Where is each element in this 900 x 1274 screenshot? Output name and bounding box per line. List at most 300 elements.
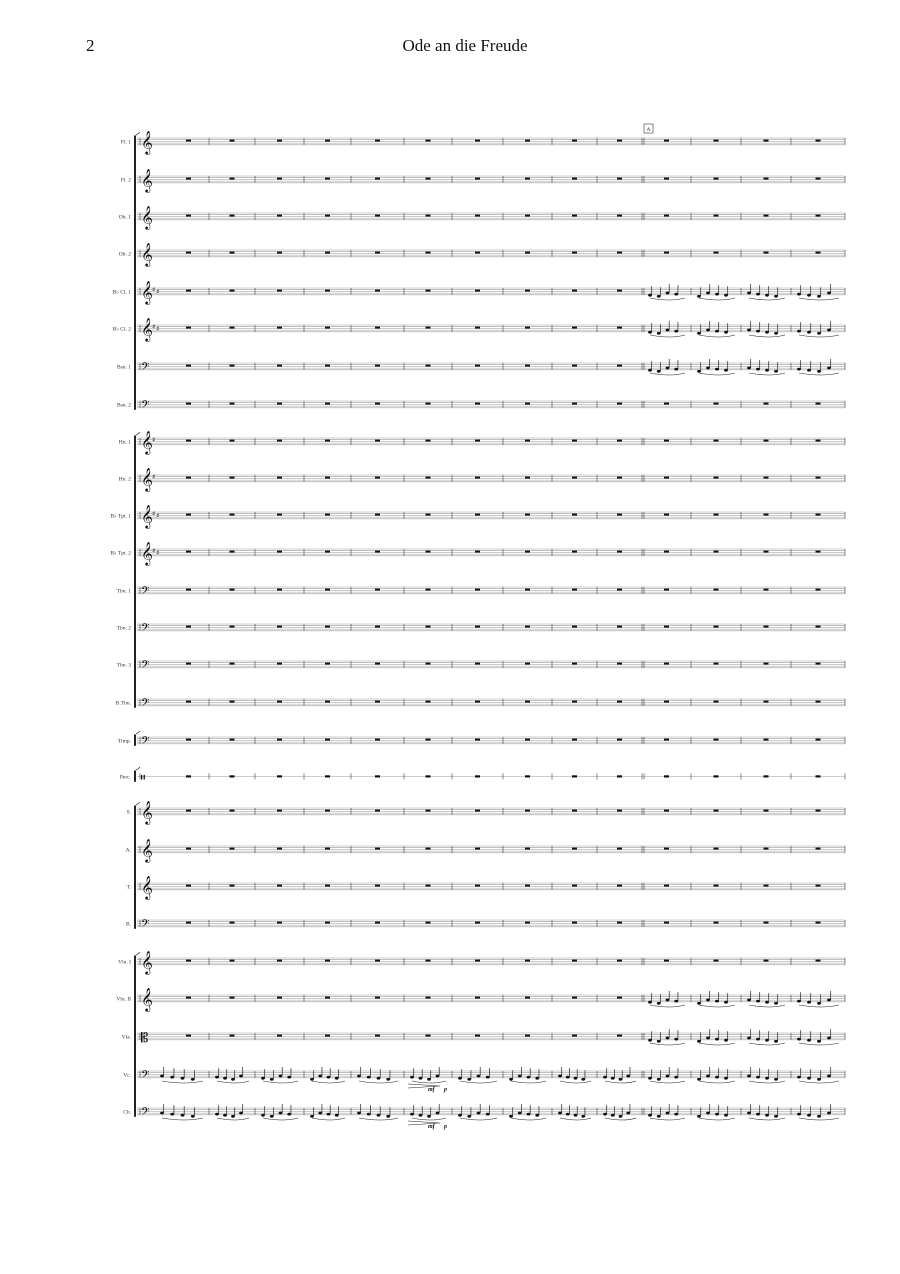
slur (650, 1005, 685, 1007)
slur (699, 298, 735, 300)
slur (650, 1043, 685, 1045)
note-head (377, 1077, 381, 1080)
page-number: 2 (86, 36, 95, 55)
slur (359, 1118, 398, 1120)
dynamic-mf: mf (428, 1087, 435, 1093)
dynamic-mf: mf (428, 1124, 435, 1130)
note-head (509, 1115, 513, 1118)
instrument-label: Timp. (117, 738, 131, 745)
staff (119, 242, 845, 267)
instrument-label: B.Tbn. (115, 700, 131, 707)
note-head (261, 1077, 265, 1080)
note-head (724, 1114, 728, 1117)
note-head (386, 1078, 390, 1081)
instrument-label: T. (126, 884, 131, 891)
note-head (279, 1112, 283, 1115)
bracket-hook (134, 952, 140, 956)
instrument-label: Tbn. 2 (116, 625, 131, 632)
note-head (657, 1078, 661, 1081)
bass-clef-icon: 𝄢 (141, 918, 150, 933)
instrument-label: Vln. I (118, 959, 131, 966)
note-head (706, 329, 710, 332)
instrument-label: Tbn. 3 (116, 662, 131, 669)
note-head (239, 1112, 243, 1115)
bass-clef-icon: 𝄢 (141, 361, 150, 376)
sharp-icon: ♯ (152, 510, 156, 518)
note-head (765, 331, 769, 334)
note-head (797, 330, 801, 333)
note-head (648, 369, 652, 372)
note-head (327, 1076, 331, 1079)
note-head (427, 1078, 431, 1081)
note-head (574, 1114, 578, 1117)
note-head (697, 370, 701, 373)
rehearsal-mark (644, 124, 653, 133)
note-head (817, 1002, 821, 1005)
page-title: Ode an die Freude (402, 36, 528, 55)
dynamic-p: p (444, 1087, 447, 1093)
note-head (715, 1000, 719, 1003)
note-head (817, 332, 821, 335)
slur (605, 1081, 636, 1083)
slur (699, 1005, 735, 1007)
note-head (458, 1077, 462, 1080)
note-head (715, 1076, 719, 1079)
note-head (377, 1114, 381, 1117)
note-head (509, 1078, 513, 1081)
percussion-clef-icon: 𝄥 (141, 771, 145, 786)
note-head (518, 1112, 522, 1115)
note-head (697, 1040, 701, 1043)
note-head (270, 1115, 274, 1118)
note-head (807, 294, 811, 297)
bass-clef-icon: 𝄢 (141, 659, 150, 674)
staff (120, 771, 845, 786)
slur (650, 1118, 685, 1120)
note-head (797, 293, 801, 296)
note-head (756, 1038, 760, 1041)
bass-clef-icon: 𝄢 (141, 1106, 150, 1121)
note-head (603, 1113, 607, 1116)
note-head (410, 1113, 414, 1116)
slur (263, 1081, 298, 1083)
note-head (558, 1075, 562, 1078)
note-head (279, 1075, 283, 1078)
staff (123, 1104, 845, 1121)
note-head (724, 1077, 728, 1080)
instrument-label: Ob. 2 (118, 251, 131, 258)
note-head (827, 329, 831, 332)
slur (312, 1118, 345, 1120)
bass-clef-icon: 𝄢 (141, 399, 150, 414)
staff (117, 622, 845, 637)
bass-clef-icon: 𝄢 (141, 622, 150, 637)
note-head (611, 1077, 615, 1080)
note-head (231, 1115, 235, 1118)
note-head (666, 1075, 670, 1078)
instrument-label: A. (125, 847, 131, 854)
bracket-hook (134, 432, 140, 436)
note-head (666, 1037, 670, 1040)
note-head (724, 1039, 728, 1042)
instrument-label: Hn. 1 (118, 439, 131, 446)
note-head (715, 1038, 719, 1041)
instrument-label: Cb. (123, 1109, 131, 1116)
slur (560, 1118, 591, 1120)
note-head (223, 1077, 227, 1080)
note-head (261, 1114, 265, 1117)
treble-clef-icon: 𝄞 (141, 541, 153, 565)
note-head (666, 367, 670, 370)
treble-clef-icon: 𝄞 (141, 838, 153, 862)
note-head (574, 1077, 578, 1080)
instrument-label: Ob. 1 (118, 214, 131, 221)
note-head (827, 1075, 831, 1078)
note-head (697, 1002, 701, 1005)
note-head (747, 999, 751, 1002)
instrument-label: B. (125, 921, 131, 928)
note-head (626, 1112, 630, 1115)
sharp-icon: ♯ (152, 286, 156, 294)
sharp-icon: ♯ (152, 436, 156, 444)
instrument-label: B♭ Tpt. 1 (110, 513, 131, 520)
slur (605, 1118, 636, 1120)
note-head (817, 295, 821, 298)
note-head (774, 1040, 778, 1043)
note-head (467, 1115, 471, 1118)
slur (162, 1118, 203, 1120)
note-head (756, 1113, 760, 1116)
staff (126, 918, 845, 933)
note-head (327, 1113, 331, 1116)
instrument-label: B♭ Tpt. 2 (110, 550, 131, 557)
note-head (797, 1000, 801, 1003)
note-head (807, 369, 811, 372)
bass-clef-icon: 𝄢 (141, 697, 150, 712)
note-head (287, 1113, 291, 1116)
note-head (747, 367, 751, 370)
staff (123, 1067, 845, 1084)
note-head (807, 1039, 811, 1042)
slur (799, 1118, 839, 1120)
note-head (170, 1113, 174, 1116)
note-head (436, 1112, 440, 1115)
note-head (611, 1114, 615, 1117)
note-head (797, 1038, 801, 1041)
note-head (666, 1112, 670, 1115)
note-head (747, 292, 751, 295)
slur (799, 1043, 839, 1045)
note-head (619, 1078, 623, 1081)
note-head (357, 1075, 361, 1078)
note-head (724, 294, 728, 297)
staff (127, 800, 845, 825)
note-head (518, 1075, 522, 1078)
staff (127, 875, 845, 900)
note-head (756, 293, 760, 296)
note-head (427, 1115, 431, 1118)
slur (699, 1043, 735, 1045)
note-head (223, 1114, 227, 1117)
treble-clef-icon: 𝄞 (141, 950, 153, 974)
note-head (765, 1001, 769, 1004)
sharp-icon: ♯ (152, 473, 156, 481)
note-head (774, 295, 778, 298)
note-head (486, 1076, 490, 1079)
treble-clef-icon: 𝄞 (141, 205, 153, 229)
note-head (674, 368, 678, 371)
note-head (231, 1078, 235, 1081)
note-head (410, 1076, 414, 1079)
slur (560, 1081, 591, 1083)
note-head (215, 1113, 219, 1116)
note-head (181, 1077, 185, 1080)
staff (117, 585, 845, 600)
slur (749, 373, 785, 375)
treble-clef-icon: 𝄞 (141, 987, 153, 1011)
bracket-hook (134, 802, 140, 806)
slur (359, 1081, 398, 1083)
slur (799, 335, 839, 337)
note-head (657, 370, 661, 373)
sharp-icon: ♯ (156, 288, 160, 296)
note-head (619, 1115, 623, 1118)
sharp-icon: ♯ (156, 325, 160, 333)
note-head (817, 1040, 821, 1043)
note-head (674, 330, 678, 333)
staff (118, 735, 845, 750)
treble-clef-icon: 𝄞 (141, 467, 153, 491)
treble-clef-icon: 𝄞 (141, 280, 153, 304)
note-head (715, 1113, 719, 1116)
slur (699, 1118, 735, 1120)
note-head (807, 1001, 811, 1004)
note-head (467, 1078, 471, 1081)
note-head (765, 1114, 769, 1117)
note-head (774, 1115, 778, 1118)
note-head (817, 1078, 821, 1081)
note-head (697, 1115, 701, 1118)
note-head (706, 1112, 710, 1115)
staff (117, 399, 845, 414)
slur (799, 298, 839, 300)
note-head (765, 1039, 769, 1042)
note-head (603, 1076, 607, 1079)
note-head (706, 367, 710, 370)
treble-clef-icon: 𝄞 (141, 317, 153, 341)
bracket-hook (134, 731, 140, 735)
dynamic-p: p (444, 1124, 447, 1130)
note-head (817, 1115, 821, 1118)
note-head (477, 1112, 481, 1115)
decrescendo-hairpin (408, 1084, 440, 1088)
slur (511, 1081, 546, 1083)
note-head (765, 369, 769, 372)
note-head (318, 1075, 322, 1078)
note-head (170, 1076, 174, 1079)
note-head (477, 1075, 481, 1078)
slur (412, 1081, 446, 1083)
staff (121, 130, 845, 155)
note-head (160, 1075, 164, 1078)
slur (749, 1081, 785, 1083)
instrument-label: Vln. II (116, 996, 131, 1003)
note-head (527, 1076, 531, 1079)
note-head (747, 1112, 751, 1115)
note-head (648, 1039, 652, 1042)
note-head (666, 292, 670, 295)
note-head (419, 1114, 423, 1117)
note-head (807, 1114, 811, 1117)
note-head (765, 294, 769, 297)
slur (460, 1081, 497, 1083)
note-head (367, 1076, 371, 1079)
note-head (724, 1001, 728, 1004)
note-head (774, 332, 778, 335)
note-head (774, 370, 778, 373)
note-head (626, 1075, 630, 1078)
staff (119, 430, 845, 455)
note-head (706, 1037, 710, 1040)
note-head (724, 331, 728, 334)
staff (116, 697, 845, 712)
note-head (215, 1076, 219, 1079)
slur (217, 1118, 249, 1120)
note-head (367, 1113, 371, 1116)
note-head (747, 329, 751, 332)
note-head (527, 1113, 531, 1116)
slur (263, 1118, 298, 1120)
note-head (697, 332, 701, 335)
instrument-label: Fl. 1 (120, 139, 131, 146)
slur (650, 335, 685, 337)
note-head (797, 1113, 801, 1116)
note-head (666, 999, 670, 1002)
note-head (486, 1113, 490, 1116)
note-head (697, 1078, 701, 1081)
treble-clef-icon: 𝄞 (141, 430, 153, 454)
staff (113, 280, 845, 305)
note-head (419, 1077, 423, 1080)
staff (119, 467, 845, 492)
slur (749, 1005, 785, 1007)
bass-clef-icon: 𝄢 (141, 1069, 150, 1084)
sharp-icon: ♯ (156, 512, 160, 520)
slur (699, 335, 735, 337)
note-head (674, 1000, 678, 1003)
alto-clef-icon: 𝄡 (141, 1031, 149, 1046)
note-head (674, 1113, 678, 1116)
note-head (191, 1115, 195, 1118)
note-head (566, 1113, 570, 1116)
slur (162, 1081, 203, 1083)
note-head (807, 331, 811, 334)
note-head (581, 1078, 585, 1081)
note-head (817, 370, 821, 373)
note-head (581, 1115, 585, 1118)
note-head (566, 1076, 570, 1079)
slur (312, 1081, 345, 1083)
slur (699, 1081, 735, 1083)
staff (122, 1029, 845, 1046)
staff (113, 317, 845, 342)
note-head (335, 1114, 339, 1117)
note-head (706, 1075, 710, 1078)
note-head (674, 1038, 678, 1041)
note-head (756, 368, 760, 371)
note-head (436, 1075, 440, 1078)
note-head (558, 1112, 562, 1115)
slur (749, 1043, 785, 1045)
rehearsal-label: A (646, 127, 651, 133)
slur (650, 1081, 685, 1083)
note-head (706, 292, 710, 295)
note-head (747, 1075, 751, 1078)
decrescendo-hairpin (408, 1121, 440, 1125)
treble-clef-icon: 𝄞 (141, 800, 153, 824)
slur (749, 335, 785, 337)
note-head (335, 1077, 339, 1080)
slur (650, 373, 685, 375)
sharp-icon: ♯ (156, 549, 160, 557)
staff (121, 168, 845, 193)
note-head (724, 369, 728, 372)
staff (110, 541, 845, 566)
staff (116, 987, 845, 1012)
staff (110, 504, 845, 529)
note-head (657, 1040, 661, 1043)
slur (460, 1118, 497, 1120)
note-head (270, 1078, 274, 1081)
note-head (648, 1114, 652, 1117)
note-head (458, 1114, 462, 1117)
note-head (287, 1076, 291, 1079)
note-head (774, 1078, 778, 1081)
note-head (807, 1077, 811, 1080)
bracket-hook (134, 767, 140, 771)
note-head (756, 1000, 760, 1003)
note-head (697, 295, 701, 298)
slur (799, 373, 839, 375)
staff (117, 359, 845, 376)
instrument-label: Tbn. 1 (116, 588, 131, 595)
note-head (657, 295, 661, 298)
treble-clef-icon: 𝄞 (141, 130, 153, 154)
note-head (827, 1112, 831, 1115)
instrument-label: S. (126, 809, 131, 816)
note-head (774, 1002, 778, 1005)
slur (412, 1118, 446, 1120)
instrument-label: Vla. (121, 1034, 131, 1041)
instrument-label: Hn. 2 (118, 476, 131, 483)
note-head (191, 1078, 195, 1081)
slur (749, 1118, 785, 1120)
instrument-label: Fl. 2 (120, 177, 131, 184)
treble-clef-icon: 𝄞 (141, 504, 153, 528)
instrument-label: B♭ Cl. 1 (112, 289, 131, 296)
note-head (827, 1037, 831, 1040)
bass-clef-icon: 𝄢 (141, 585, 150, 600)
note-head (657, 1002, 661, 1005)
note-head (747, 1037, 751, 1040)
note-head (310, 1115, 314, 1118)
note-head (535, 1077, 539, 1080)
note-head (239, 1075, 243, 1078)
note-head (648, 294, 652, 297)
note-head (310, 1078, 314, 1081)
note-head (318, 1112, 322, 1115)
note-head (706, 999, 710, 1002)
